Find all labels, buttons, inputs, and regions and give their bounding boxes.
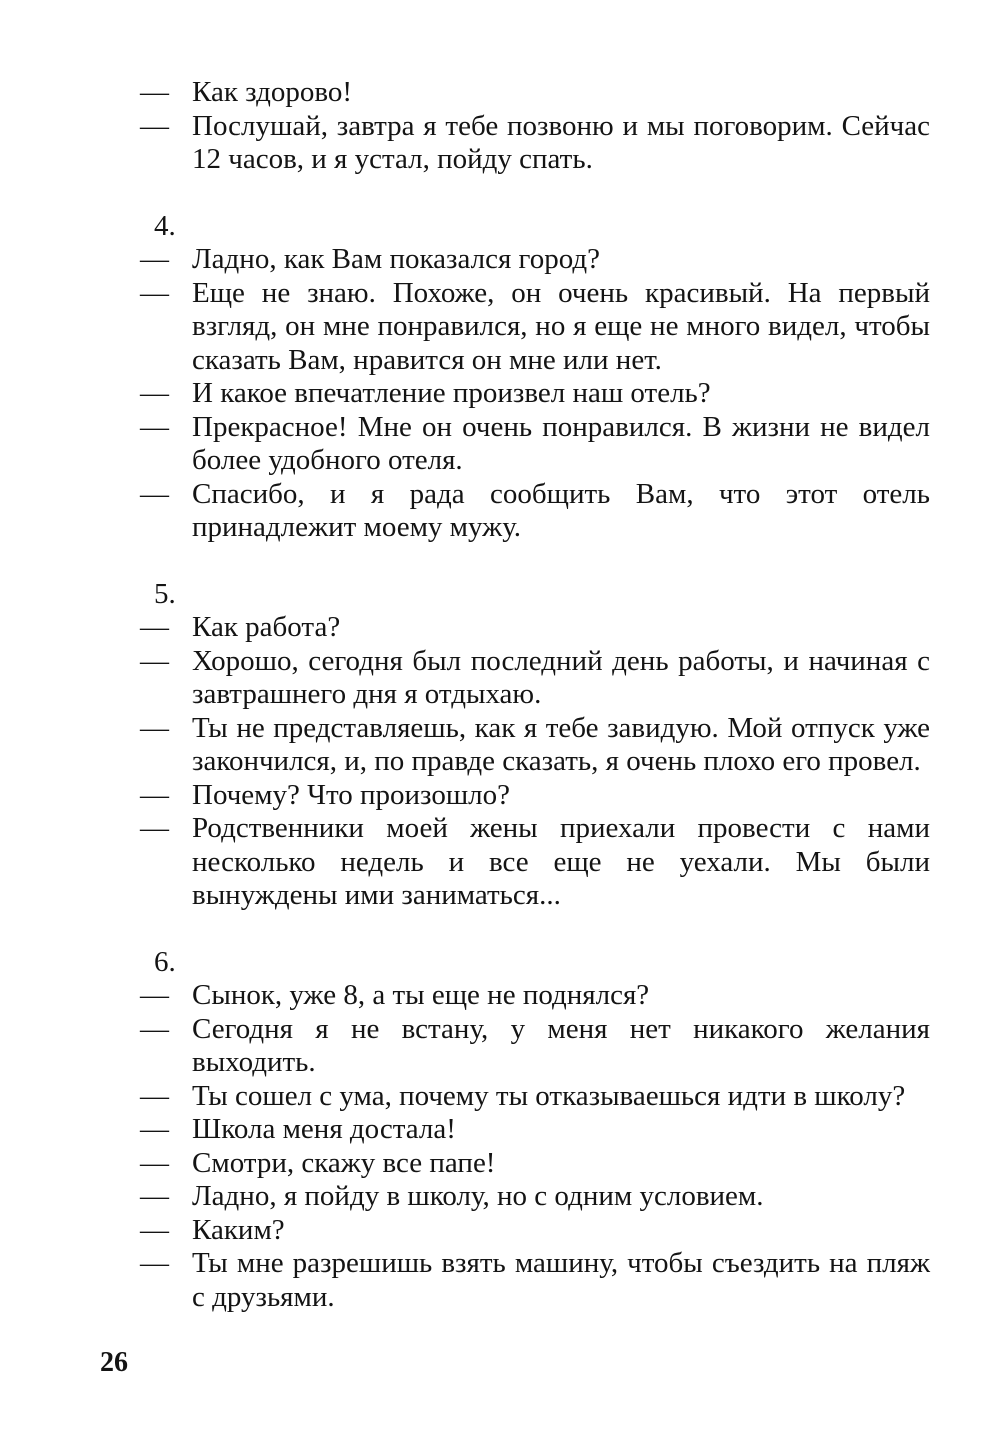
dialogue-line: [140, 1013, 930, 1080]
dialogue-line: [140, 411, 930, 478]
dialogue-line-text: Каким?: [192, 1213, 285, 1246]
dash: —: [140, 1079, 169, 1112]
dash: —: [140, 109, 169, 142]
dialogue-line: [140, 1080, 930, 1114]
page-number: 26: [100, 1347, 128, 1378]
dash: —: [140, 1146, 169, 1179]
dialogue-section-6: [140, 946, 930, 1315]
dash: —: [140, 1213, 169, 1246]
dash: —: [140, 410, 169, 443]
dialogue-line: [140, 645, 930, 712]
dash: —: [140, 979, 169, 1011]
dialogue-line: [140, 1113, 930, 1147]
dash: —: [140, 1247, 169, 1279]
dialogue-line-text: Хорошо, сегодня был последний день работы, и начиная с завтрашнего дня я отдыхаю.: [192, 644, 930, 710]
dash: —: [140, 477, 169, 510]
dialogue-line: [140, 611, 930, 645]
dash: —: [140, 276, 169, 309]
dialogue-line-text: Как работа?: [192, 611, 341, 643]
dialogue-text: [140, 76, 930, 1314]
dialogue-line: [140, 377, 930, 411]
dialogue-line-text: Школа меня достала!: [192, 1113, 456, 1145]
dash: —: [140, 377, 169, 409]
dialogue-line-text: И какое впечатление произвел наш отель?: [192, 377, 711, 409]
dialogue-line: [140, 712, 930, 779]
dash: —: [140, 812, 169, 844]
dialogue-line-text: Сынок, уже 8, а ты еще не поднялся?: [192, 979, 650, 1011]
dialogue-line: [140, 478, 930, 545]
dialogue-line: [140, 110, 930, 177]
dialogue-section-3-continued: [140, 76, 930, 177]
dialogue-line-text: Прекрасное! Мне он очень понравился. В жизни не видел более удобного отеля.: [192, 410, 930, 476]
dash: —: [140, 611, 169, 643]
dialogue-line-text: Спасибо, и я рада сообщить Вам, что этот отель принадлежит моему мужу.: [192, 477, 930, 543]
dash: —: [140, 644, 169, 677]
dialogue-line-text: Как здорово!: [192, 76, 353, 108]
dialogue-line-text: Почему? Что произошло?: [192, 778, 511, 811]
dash: —: [140, 76, 169, 108]
dash: —: [140, 711, 169, 744]
dash: —: [140, 778, 169, 811]
dialogue-line: [140, 1147, 930, 1181]
dialogue-line-text: Сегодня я не встану, у меня нет никакого желания выходить.: [192, 1012, 930, 1078]
dash: —: [140, 1113, 169, 1145]
dialogue-line-text: Ты сошел с ума, почему ты отказываешься идти в школу?: [192, 1079, 906, 1112]
dash: —: [140, 1012, 169, 1045]
dialogue-line-text: Еще не знаю. Похоже, он очень красивый. На первый взгляд, он мне понравился, но я еще не много видел, чтобы сказать Вам, нравится он мне или нет.: [192, 276, 930, 376]
dialogue-line-text: Родственники моей жены приехали провести с нами несколько недель и все еще не уехали. Мы были вынуждены ими заниматься...: [192, 812, 930, 911]
dialogue-line-text: Ладно, как Вам показался город?: [192, 243, 601, 275]
section-number: 5.: [154, 577, 176, 610]
dash: —: [140, 1180, 169, 1212]
dialogue-line: [140, 243, 930, 277]
dialogue-line: [140, 1180, 930, 1214]
dialogue-section-5: [140, 578, 930, 913]
dialogue-line-text: Ладно, я пойду в школу, но с одним условием.: [192, 1180, 764, 1212]
dialogue-line: [140, 979, 930, 1013]
dialogue-line-text: Послушай, завтра я тебе позвоню и мы поговорим. Сейчас 12 часов, и я устал, пойду спать.: [192, 109, 930, 175]
dialogue-line: [140, 812, 930, 913]
dialogue-line-text: Ты не представляешь, как я тебе завидую. Мой отпуск уже закончился, и, по правде сказать, я очень плохо его провел.: [192, 711, 930, 777]
section-number: 4.: [154, 209, 176, 242]
dash: —: [140, 243, 169, 275]
dialogue-line: [140, 779, 930, 813]
section-number: 6.: [154, 945, 176, 978]
dialogue-line: [140, 76, 930, 110]
dialogue-line: [140, 1247, 930, 1314]
dialogue-section-4: [140, 210, 930, 545]
dialogue-line: [140, 277, 930, 378]
dialogue-line-text: Ты мне разрешишь взять машину, чтобы съездить на пляж с друзьями.: [192, 1247, 930, 1313]
dialogue-line-text: Смотри, скажу все папе!: [192, 1146, 496, 1179]
dialogue-line: [140, 1214, 930, 1248]
